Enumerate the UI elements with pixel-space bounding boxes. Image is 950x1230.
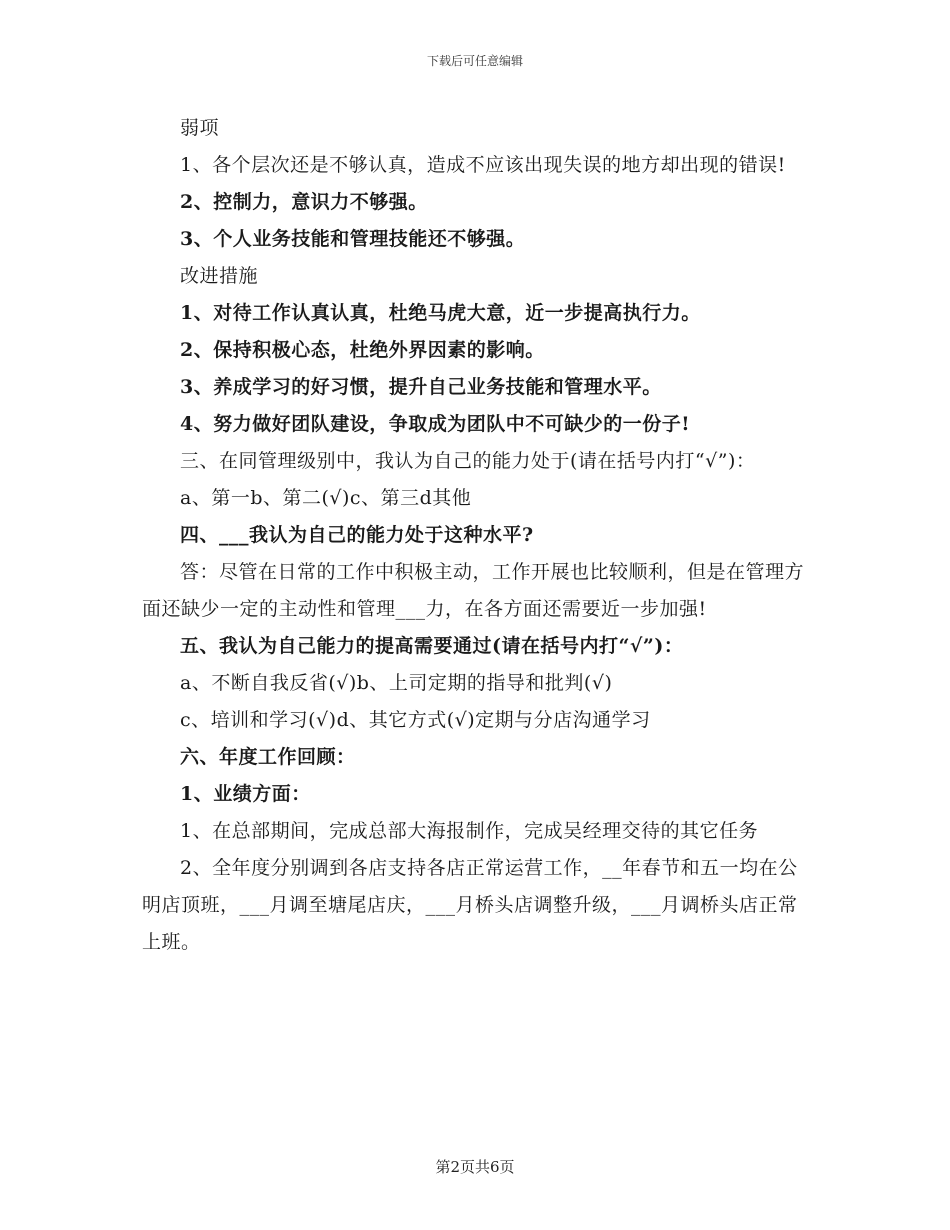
paragraph: 2、保持积极心态，杜绝外界因素的影响。 <box>180 339 545 361</box>
paragraph: 六、年度工作回顾： <box>180 746 356 768</box>
paragraph: 改进措施 <box>180 265 259 287</box>
paragraph: 3、养成学习的好习惯，提升自己业务技能和管理水平。 <box>180 376 662 398</box>
paragraph: 3、个人业务技能和管理技能还不够强。 <box>180 228 526 250</box>
paragraph: a、不断自我反省(√)b、上司定期的指导和批判(√) <box>180 672 613 694</box>
paragraph: 1、业绩方面： <box>180 783 311 805</box>
paragraph: 1、各个层次还是不够认真，造成不应该出现失误的地方却出现的错误! <box>180 154 786 176</box>
paragraph: c、培训和学习(√)d、其它方式(√)定期与分店沟通学习 <box>180 709 651 731</box>
paragraph: 1、在总部期间，完成总部大海报制作，完成吴经理交待的其它任务 <box>180 820 759 842</box>
paragraph: 4、努力做好团队建设，争取成为团队中不可缺少的一份子! <box>180 413 691 435</box>
document-body <box>142 110 808 961</box>
page-number: 第2页共6页 <box>435 1158 515 1176</box>
paragraph: 四、___我认为自己的能力处于这种水平? <box>180 524 534 546</box>
paragraph: 三、在同管理级别中，我认为自己的能力处于(请在括号内打“√”)： <box>180 450 756 472</box>
paragraph: 答：尽管在日常的工作中积极主动，工作开展也比较顺利，但是在管理方面还缺少一定的主动性和管理___力，在各方面还需要近一步加强! <box>142 561 805 620</box>
paragraph: 2、全年度分别调到各店支持各店正常运营工作，__年春节和五一均在公明店顶班，___月调至塘尾店庆，___月桥头店调整升级，___月调桥头店正常上班。 <box>142 857 798 953</box>
page-header: 下载后可任意编辑 <box>426 54 523 68</box>
paragraph: 2、控制力，意识力不够强。 <box>180 191 428 213</box>
paragraph: a、第一b、第二(√)c、第三d其他 <box>180 487 472 509</box>
paragraph: 弱项 <box>180 117 220 139</box>
paragraph: 五、我认为自己能力的提高需要通过(请在括号内打“√”)： <box>180 635 684 657</box>
paragraph: 1、对待工作认真认真，杜绝马虎大意，近一步提高执行力。 <box>180 302 701 324</box>
